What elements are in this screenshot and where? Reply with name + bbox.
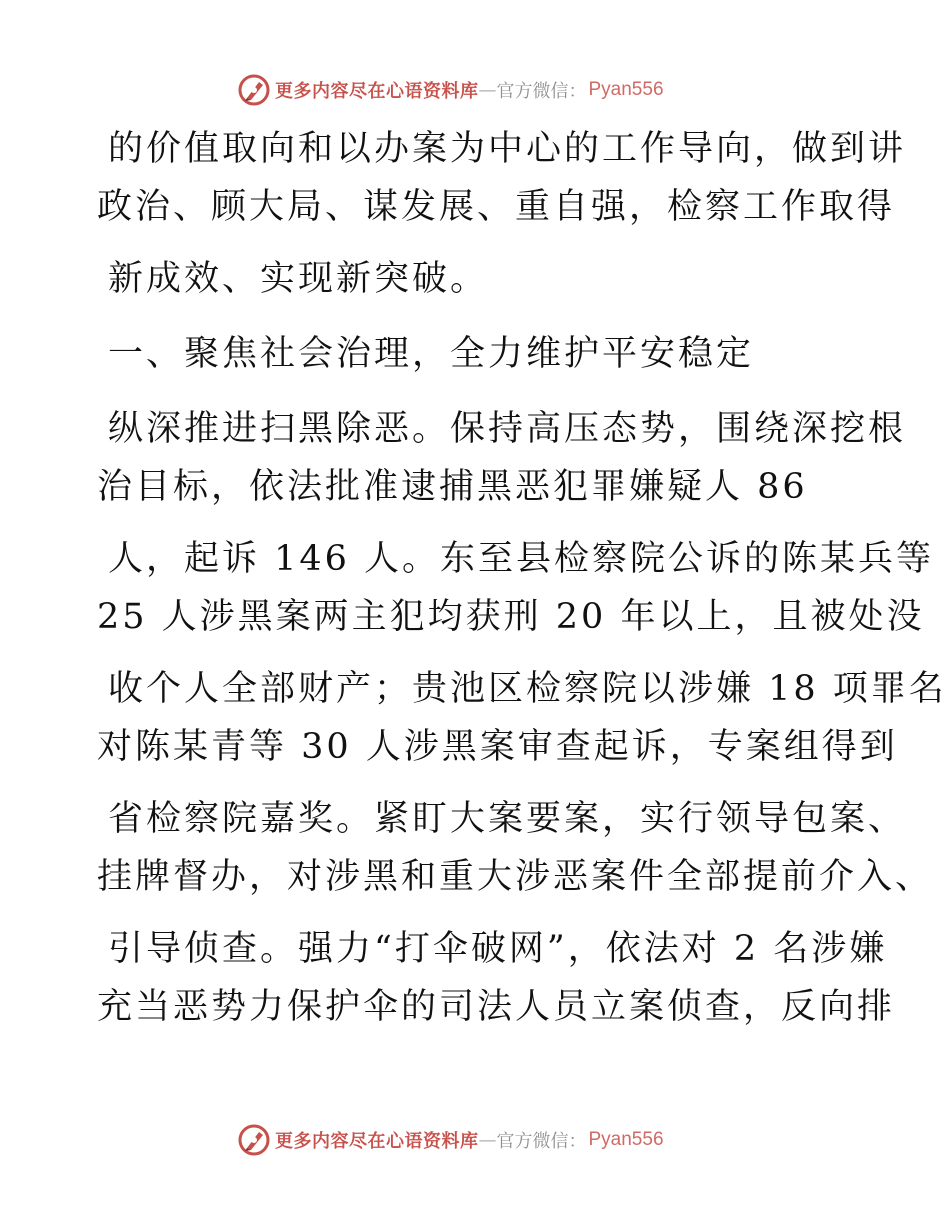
watermark-official-label: 官方微信：	[496, 81, 587, 102]
watermark-separator: —	[478, 79, 497, 101]
text-line: 人，起诉 146 人。东至县检察院公诉的陈某兵等	[108, 539, 935, 579]
watermark-title: 更多内容尽在心语资料库	[275, 81, 479, 102]
watermark-official-label: 官方微信：	[496, 1131, 587, 1152]
footer-watermark	[237, 1122, 664, 1158]
text-line: 省检察院嘉奖。紧盯大案要案，实行领导包案、	[108, 799, 907, 839]
text-line: 新成效、实现新突破。	[108, 259, 489, 299]
text-line: 挂牌督办，对涉黑和重大涉恶案件全部提前介入、	[97, 857, 934, 897]
text-line: 引导侦查。强力“打伞破网”，依法对 2 名涉嫌	[108, 929, 888, 969]
text-line: 治目标，依法批准逮捕黑恶犯罪嫌疑人 86	[97, 467, 808, 507]
section-heading: 一、聚焦社会治理，全力维护平安稳定	[108, 334, 755, 374]
text-line: 纵深推进扫黑除恶。保持高压态势，围绕深挖根	[108, 409, 907, 449]
watermark-wechat-id: Pyan556	[588, 79, 664, 100]
text-line: 的价值取向和以办案为中心的工作导向，做到讲	[108, 129, 907, 169]
pen-logo-icon	[237, 1123, 271, 1157]
pen-logo-icon	[237, 73, 271, 107]
text-line: 充当恶势力保护伞的司法人员立案侦查，反向排	[97, 987, 896, 1027]
text-line: 收个人全部财产；贵池区检察院以涉嫌 18 项罪名	[108, 669, 947, 709]
watermark-wechat-id: Pyan556	[588, 1129, 664, 1150]
text-line: 政治、顾大局、谋发展、重自强，检察工作取得	[97, 187, 896, 227]
watermark-separator: —	[478, 1129, 497, 1151]
text-line: 25 人涉黑案两主犯均获刑 20 年以上，且被处没	[97, 597, 925, 637]
text-line: 对陈某青等 30 人涉黑案审查起诉，专案组得到	[97, 727, 898, 767]
watermark-title: 更多内容尽在心语资料库	[275, 1131, 479, 1152]
header-watermark	[237, 72, 664, 108]
